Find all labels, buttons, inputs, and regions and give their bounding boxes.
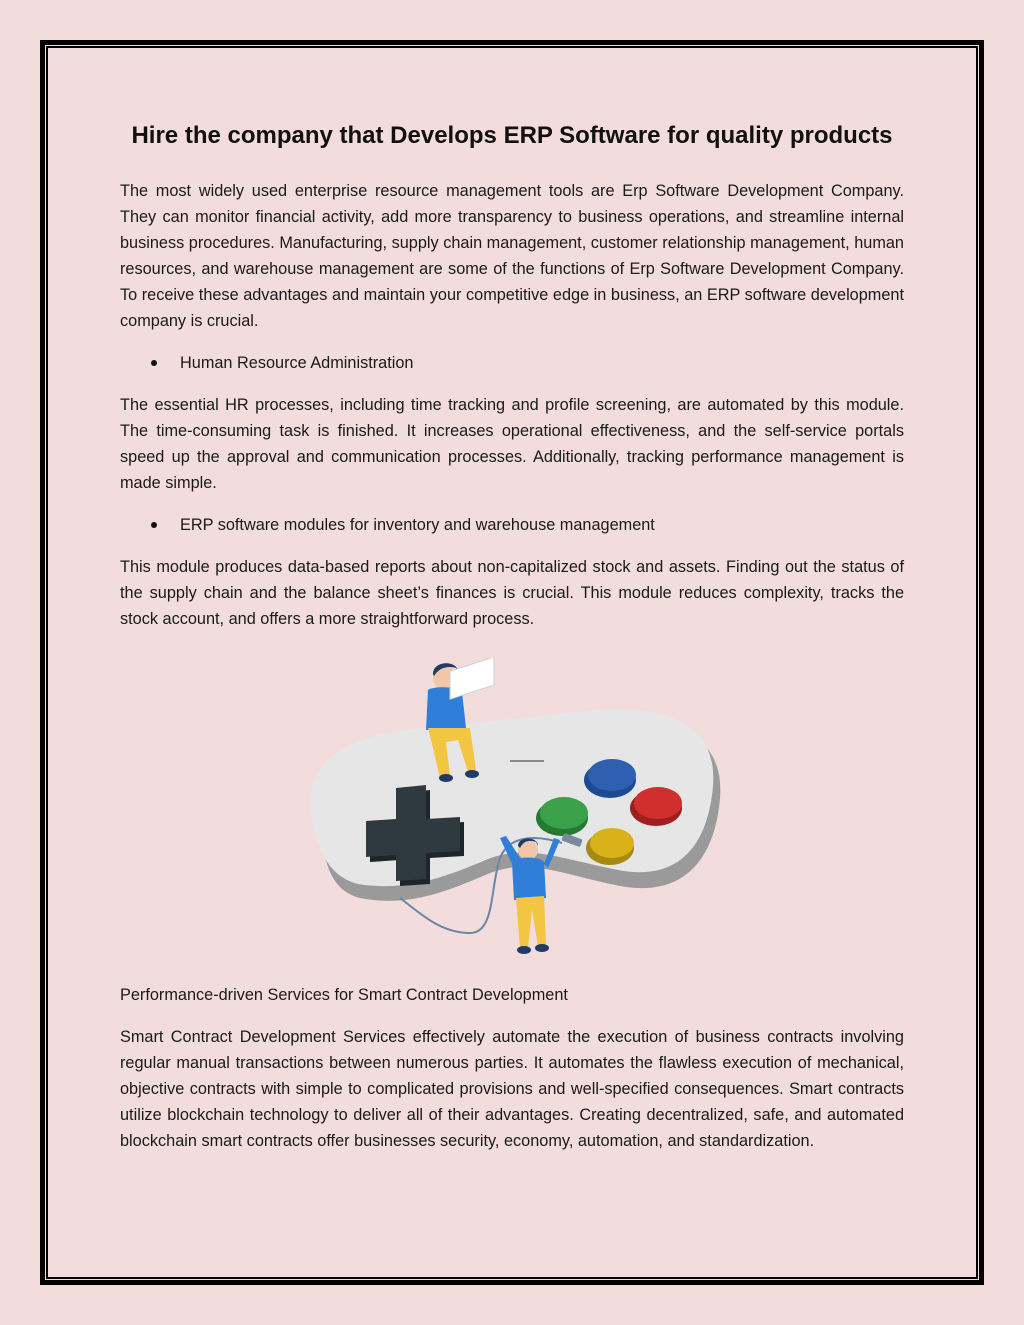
bullet-label: ERP software modules for inventory and warehouse management — [180, 516, 655, 534]
person-standing-icon — [500, 836, 560, 954]
bullet-label: Human Resource Administration — [180, 354, 414, 372]
smart-contract-heading: Performance-driven Services for Smart Contract Development — [120, 986, 568, 1004]
controller-slot — [510, 760, 544, 762]
document-title: Hire the company that Develops ERP Software for quality products — [131, 122, 893, 149]
document-content — [120, 118, 904, 1170]
smart-contract-paragraph: Smart Contract Development Services effectively automate the execution of business contracts involving regular manual transactions between numerous parties. It automates the flawless execution of mechanical, objective contracts with simple to complicated provisions and well-specified consequences. Smart contracts utilize blockchain technology to deliver all of their advantages. Creating decentralized, safe, and automated blockchain smart contracts offer businesses security, economy, automation, and standardization. — [120, 1028, 904, 1150]
bullet-item-inventory — [120, 512, 904, 538]
hr-paragraph: The essential HR processes, including time tracking and profile screening, are automated by this module. The time-consuming task is finished. It increases operational effectiveness, and the self-service portals speed up the approval and communication processes. Additionally, tracking performance management is made simple. — [120, 396, 904, 492]
inventory-paragraph: This module produces data-based reports about non-capitalized stock and assets. Finding out the status of the supply chain and the balance sheet’s finances is crucial. This module reduces complexity, tracks the stock account, and offers a more straightforward process. — [120, 558, 904, 628]
bullet-icon — [151, 360, 157, 366]
gamepad-with-people-illustration — [300, 658, 730, 958]
intro-paragraph: The most widely used enterprise resource management tools are Erp Software Development Company. They can monitor financial activity, add more transparency to business operations, and streamline internal business procedures. Manufacturing, supply chain management, customer relationship management, human resources, and warehouse management are some of the functions of Erp Software Development Company. To receive these advantages and maintain your competitive edge in business, an ERP software development company is crucial. — [120, 182, 904, 330]
bullet-icon — [151, 522, 157, 528]
bullet-item-hr — [120, 350, 904, 376]
